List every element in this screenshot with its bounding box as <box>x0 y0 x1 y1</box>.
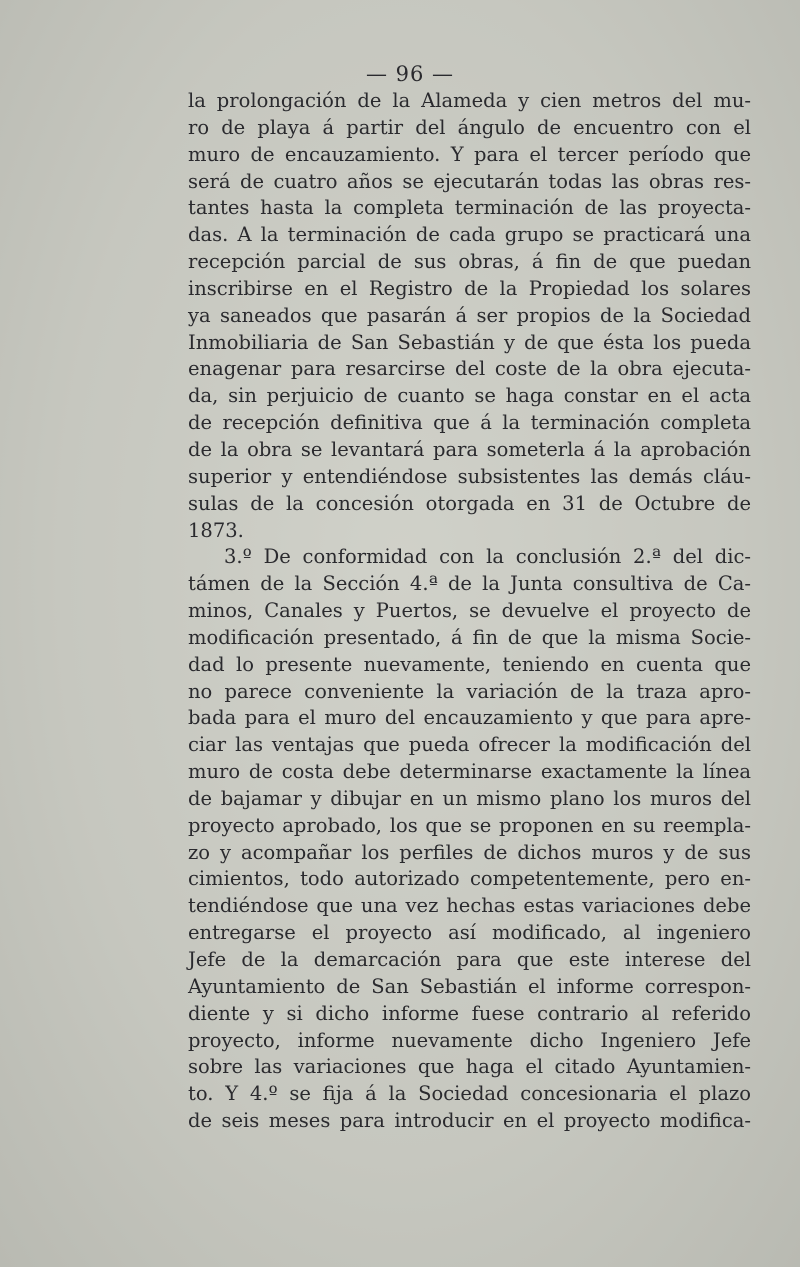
text-line: no parece conveniente la variación de la traza apro- <box>188 679 751 703</box>
text-line: sulas de la concesión otorgada en 31 de Octubre de <box>188 491 751 515</box>
text-line: tendiéndose que una vez hechas estas variaciones debe <box>188 894 751 918</box>
text-line: proyecto, informe nuevamente dicho Ingeniero Jefe <box>188 1028 751 1052</box>
text-line: recepción parcial de sus obras, á fin de que puedan <box>188 250 751 274</box>
text-line: muro de encauzamiento. Y para el tercer período que <box>188 142 751 166</box>
text-line: superior y entendiéndose subsistentes las demás cláu- <box>188 464 751 488</box>
text-line: Inmobiliaria de San Sebastián y de que ésta los pueda <box>188 330 751 354</box>
page-number: — 96 — <box>365 62 455 86</box>
text-line: de recepción definitiva que á la terminación completa <box>188 411 751 435</box>
text-line: la prolongación de la Alameda y cien metros del mu- <box>188 89 751 112</box>
text-line: entregarse el proyecto así modificado, al ingeniero <box>188 921 751 945</box>
text-line: tantes hasta la completa terminación de las proyecta- <box>188 196 751 220</box>
text-line: será de cuatro años se ejecutarán todas las obras res- <box>188 169 751 193</box>
text-line: proyecto aprobado, los que se proponen en su reempla- <box>188 813 751 837</box>
body-text <box>188 88 751 1135</box>
text-line: minos, Canales y Puertos, se devuelve el proyecto de <box>188 599 751 623</box>
text-line: da, sin perjuicio de cuanto se haga constar en el acta <box>188 384 751 408</box>
text-line: 1873. <box>188 518 244 542</box>
text-line: ciar las ventajas que pueda ofrecer la modificación del <box>188 733 751 757</box>
text-line: sobre las variaciones que haga el citado Ayuntamien- <box>188 1055 751 1079</box>
text-line: de bajamar y dibujar en un mismo plano los muros del <box>188 786 751 810</box>
text-line: dad lo presente nuevamente, teniendo en cuenta que <box>188 652 751 676</box>
text-line: inscribirse en el Registro de la Propiedad los solares <box>188 276 751 300</box>
text-line: de la obra se levantará para someterla á la aprobación <box>188 437 751 461</box>
text-line: bada para el muro del encauzamiento y que para apre- <box>188 706 751 730</box>
text-line: 3.º De conformidad con la conclusión 2.ª del dic- <box>224 545 751 569</box>
text-line: das. A la terminación de cada grupo se practicará una <box>188 223 751 247</box>
text-line: zo y acompañar los perfiles de dichos muros y de sus <box>188 840 751 864</box>
text-line: enagenar para resarcirse del coste de la obra ejecuta- <box>188 357 751 381</box>
text-line: diente y si dicho informe fuese contrario al referido <box>188 1001 751 1025</box>
text-line: de seis meses para introducir en el proyecto modifica- <box>188 1109 751 1133</box>
text-line: Ayuntamiento de San Sebastián el informe correspon- <box>188 974 751 998</box>
text-line: to. Y 4.º se fija á la Sociedad concesionaria el plazo <box>188 1082 751 1106</box>
text-line: muro de costa debe determinarse exactamente la línea <box>188 760 751 784</box>
text-line: ro de playa á partir del ángulo de encuentro con el <box>188 115 751 139</box>
text-line: támen de la Sección 4.ª de la Junta consultiva de Ca- <box>188 572 751 596</box>
text-line: modificación presentado, á fin de que la misma Socie- <box>188 625 751 649</box>
text-line: cimientos, todo autorizado competentemente, pero en- <box>188 867 751 891</box>
text-line: Jefe de la demarcación para que este interese del <box>188 948 751 971</box>
text-line: ya saneados que pasarán á ser propios de la Sociedad <box>188 303 751 327</box>
